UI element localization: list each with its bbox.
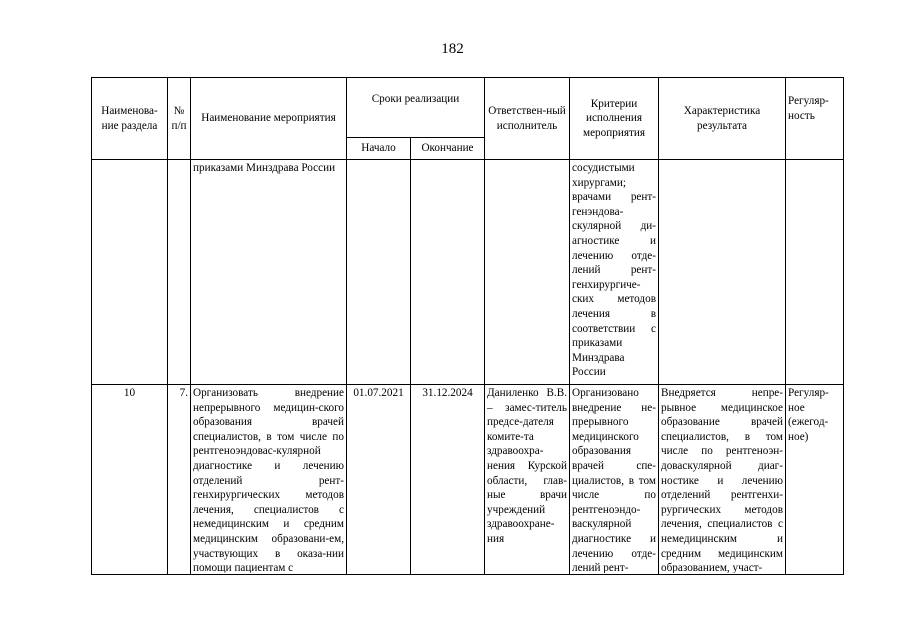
plan-table bbox=[91, 77, 844, 575]
header-section-name: Наименова-ние раздела bbox=[92, 78, 168, 160]
header-criteria: Критерии исполнения мероприятия bbox=[570, 78, 659, 160]
cell-criteria: сосудистыми хирургами; врачами рент-генэндова-скулярной ди-агностике и лечению отде-лений рент-генхирургиче-ских методов лечения в соответствии с приказами Минздрава России bbox=[570, 160, 659, 385]
cell-activity bbox=[191, 385, 347, 575]
cell-activity: приказами Минздрава России bbox=[191, 160, 347, 385]
header-end: Окончание bbox=[411, 138, 485, 160]
cell-start: 01.07.2021 bbox=[347, 385, 411, 575]
cell-responsible: Даниленко В.В. – замес-титель предсе-дателя комите-та здравоохра-нения Курской области, глав-ные врачи учреждений здравоохране-ния bbox=[485, 385, 570, 575]
result-text: Внедряется непре-рывное медицинское образование врачей специалистов, в том числе по рентгеноэн-доваскулярной диаг-ностике и лечению отделений рентгенхи-рургических методов лечения, специалистов с немедицинским и средним медицинским образованием, участ- bbox=[661, 387, 783, 573]
table-row bbox=[92, 160, 844, 385]
cell-criteria bbox=[570, 385, 659, 575]
criteria-text: Организовано внедрение не-прерывного медицинского образования врачей спе-циалистов, в том числе по рентгеноэндо-васкулярной диагностике и лечению отде-лений рент- bbox=[572, 387, 656, 573]
cell-responsible bbox=[485, 160, 570, 385]
header-number: № п/п bbox=[168, 78, 191, 160]
header-regularity: Регуляр-ность bbox=[786, 78, 844, 160]
cell-end bbox=[411, 160, 485, 385]
header-start: Начало bbox=[347, 138, 411, 160]
cell-regularity: Регуляр-ное (ежегод-ное) bbox=[786, 385, 844, 575]
cell-section bbox=[92, 160, 168, 385]
header-activity-name: Наименование мероприятия bbox=[191, 78, 347, 160]
activity-text: Организовать внедрение непрерывного медицин-ского образования врачей специалистов, в том числе по рентгеноэндовас-кулярной диагностике и лечению отделений рент-генхирургических методов лечения, специалистов с немедицинским и средним медицинским образовани-ем, участвующих в оказа-нии помощи пациентам с bbox=[193, 387, 344, 573]
header-result: Характеристика результата bbox=[659, 78, 786, 160]
cell-result bbox=[659, 160, 786, 385]
table-row bbox=[92, 385, 844, 575]
cell-section: 10 bbox=[92, 385, 168, 575]
header-responsible: Ответствен-ный исполнитель bbox=[485, 78, 570, 160]
cell-regularity bbox=[786, 160, 844, 385]
cell-result bbox=[659, 385, 786, 575]
header-deadlines: Сроки реализации bbox=[347, 78, 485, 138]
cell-number: 7. bbox=[168, 385, 191, 575]
cell-number bbox=[168, 160, 191, 385]
page-number: 182 bbox=[441, 41, 464, 57]
cell-start bbox=[347, 160, 411, 385]
cell-end: 31.12.2024 bbox=[411, 385, 485, 575]
